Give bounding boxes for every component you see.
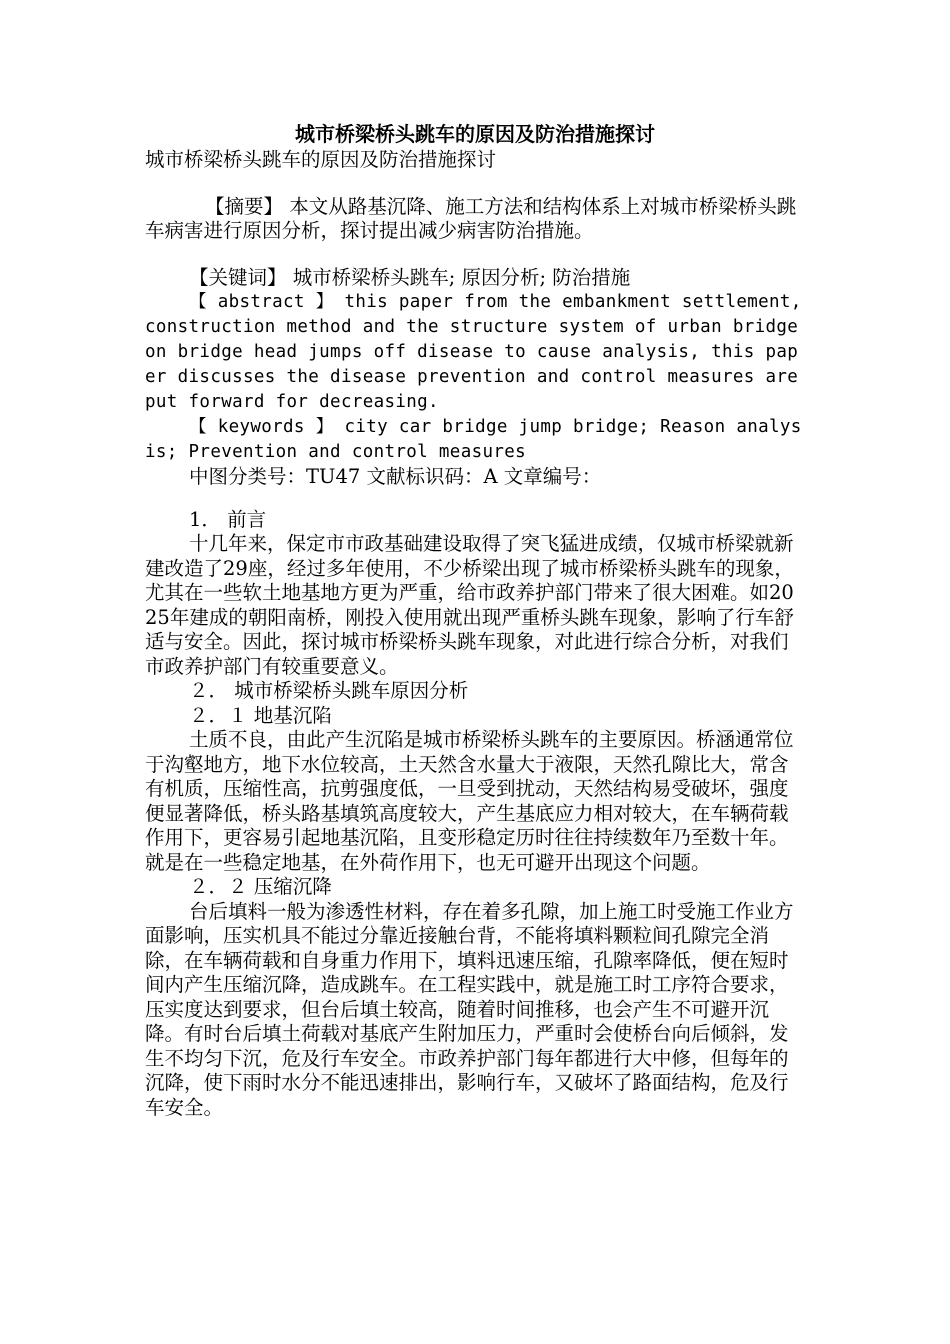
section-2-2-body: 台后填料一般为渗透性材料，存在着多孔隙，加上施工时受施工作业方面影响，压实机具不能过分靠近接触台背，不能将填料颗粒间孔隙完全消除，在车辆荷载和自身重力作用下，填料迅速压缩，孔隙率降低，便在短时间内产生压缩沉降，造成跳车。在工程实践中，就是施工时工序符合要求，压实度达到要求，但台后填土较高，随着时间推移，也会产生不可避开沉降。有时台后填土荷载对基底产生附加压力，严重时会使桥台向后倾斜，发生不均匀下沉，危及行车安全。市政养护部门每年都进行大中修，但每年的沉降，使下雨时水分不能迅速排出，影响行车，又破坏了路面结构，危及行车安全。 [145, 899, 794, 1119]
section-2-1-body: 土质不良，由此产生沉陷是城市桥梁桥头跳车的主要原因。桥涵通常位于沟壑地方，地下水位较高，土天然含水量大于液限，天然孔隙比大，常含有机质，压缩性高，抗剪强度低，一旦受到扰动，天然结构易受破坏，强度便显著降低，桥头路基填筑高度较大，产生基底应力相对较大，在车辆荷载作用下，更容易引起地基沉陷，且变形稳定历时往往持续数年乃至数十年。就是在一些稳定地基，在外荷作用下，也无可避开出现这个问题。 [145, 728, 794, 874]
section-1-body: 十几年来，保定市市政基础建设取得了突飞猛进成绩，仅城市桥梁就新建改造了29座，经过多年使用，不少桥梁出现了城市桥梁桥头跳车的现象，尤其在一些软土地基地方更为严重，给市政养护部门带来了很大困难。如2025年建成的朝阳南桥，刚投入使用就出现严重桥头跳车现象，影响了行车舒适与安全。因此，探讨城市桥梁桥头跳车现象，对此进行综合分析，对我们市政养护部门有较重要意义。 [145, 532, 794, 678]
document-page [145, 120, 805, 1120]
spacer [145, 490, 805, 508]
keywords-en: 【 keywords 】 city car bridge jump bridge; Reason analysis; Prevention and control measures [145, 417, 802, 462]
spacer [145, 244, 805, 266]
section-1-heading: 1． 前言 [189, 507, 267, 531]
keywords-cn: 【关键词】 城市桥梁桥头跳车; 原因分析; 防治措施 [189, 265, 631, 289]
document-subtitle: 城市桥梁桥头跳车的原因及防治措施探讨 [145, 148, 497, 171]
section-2-heading: ２． 城市桥梁桥头跳车原因分析 [189, 679, 469, 702]
document-title: 城市桥梁桥头跳车的原因及防治措施探讨 [295, 122, 655, 146]
abstract-en: 【 abstract 】 this paper from the embankment settlement, construction method and the structure system of urban bridge on bridge head jumps off disease to cause analysis, this paper discusses the disease prevention and control measures are put forward for decreasing. [145, 292, 802, 412]
spacer [145, 173, 805, 195]
classification-line: 中图分类号：TU47 文献标识码：A 文章编号： [189, 465, 602, 488]
section-2-1-heading: ２．１ 地基沉陷 [189, 703, 332, 727]
abstract-cn: 【摘要】 本文从路基沉降、施工方法和结构体系上对城市桥梁桥头跳车病害进行原因分析，探讨提出减少病害防治措施。 [145, 194, 797, 242]
section-2-2-heading: ２．２ 压缩沉降 [189, 875, 332, 898]
